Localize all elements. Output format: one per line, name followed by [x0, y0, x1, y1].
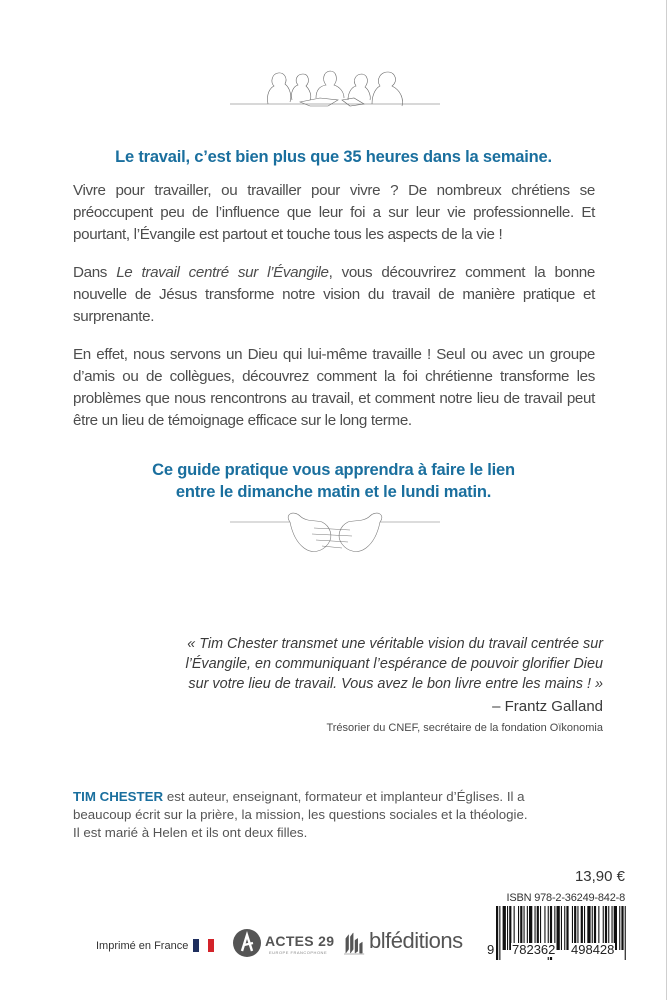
price: 13,90 €: [574, 868, 625, 885]
barcode-bar: [561, 906, 562, 950]
barcode-bar: [503, 906, 506, 950]
endorsement-author: – Frantz Galland: [492, 698, 603, 715]
handshake-illustration: [230, 510, 440, 562]
barcode-bar: [557, 906, 560, 950]
blf-logo: [344, 928, 474, 958]
author-name: TIM CHESTER: [73, 789, 164, 804]
printed-in: Imprimé en France: [96, 940, 189, 952]
paragraph-intro-text: Vivre pour travailler, ou travailler pour vivre ? De nombreux chrétiens se préoccupent peu de l’influence que leur foi a sur leur vie professionnelle. Et pourtant, l’Évangile est partout et touche tous les aspects de la vie !: [73, 182, 595, 243]
barcode-bar: [625, 906, 626, 960]
blf-books-logo-icon: [344, 931, 366, 955]
isbn: ISBN 978-2-36249-842-8: [506, 892, 625, 904]
barcode-bar: [496, 906, 498, 960]
actes29-logo: [233, 929, 338, 961]
paragraph-god-works: [73, 344, 595, 432]
tagline-bottom: [60, 459, 607, 503]
paragraph-god-works-text: En effet, nous servons un Dieu qui lui-même travaille ! Seul ou avec un groupe d’amis ou de collègues, découvrez comment la foi chrétienne transforme les problèmes que nous rencontrons au travail, et comment notre lieu de travail peut être un lieu de témoignage efficace sur le long terme.: [73, 346, 595, 429]
tagline-bottom-line1: Ce guide pratique vous apprendra à faire le lien: [152, 461, 515, 479]
tagline-bottom-line2: entre le dimanche matin et le lundi matin.: [175, 483, 492, 501]
barcode-digits-left: 782362: [512, 942, 556, 957]
blf-name: blféditions: [369, 928, 463, 953]
actes29-name: ACTES 29: [265, 933, 335, 949]
barcode-bar: [507, 906, 508, 950]
book-title: Le travail centré sur l’Évangile: [116, 264, 329, 281]
actes29-subtitle: EUROPE FRANCOPHONE: [269, 950, 328, 955]
tagline-top: Le travail, c’est bien plus que 35 heures dans la semaine.: [115, 148, 552, 166]
paragraph-intro: [73, 180, 595, 246]
barcode-bar: [621, 906, 623, 950]
quote-line-3: sur votre lieu de travail. Vous avez le bon livre entre les mains ! »: [188, 676, 603, 692]
paragraph-book-rest: , vous découvrirez comment la bonne nouvelle de Jésus transforme notre vision du travail de manière pratique et surprenante.: [73, 264, 595, 325]
quote-line-1: « Tim Chester transmet une véritable vision du travail centrée sur: [187, 636, 603, 652]
endorsement-role: Trésorier du CNEF, secrétaire de la fondation Oïkonomia: [326, 722, 603, 734]
paragraph-book: [73, 262, 595, 328]
author-bio: [73, 788, 533, 842]
barcode-bar: [619, 906, 620, 950]
actes29-logo-icon: [233, 929, 261, 957]
barcode-bar: [499, 906, 500, 960]
france-flag-icon: [193, 939, 214, 952]
barcode-digits-right: 498428: [571, 942, 615, 957]
paragraph-book-text: [73, 262, 595, 328]
barcode-digit-first: 9: [487, 942, 495, 957]
quote-line-2: l’Évangile, en communiquant l’espérance de pouvoir glorifier Dieu: [185, 656, 603, 672]
barcode-bar: [566, 906, 568, 950]
group-at-table-illustration: [230, 60, 440, 110]
barcode-bar: [564, 906, 565, 950]
author-bio-text: est auteur, enseignant, formateur et implanteur d’Églises. Il a beaucoup écrit sur la prière, la mission, les questions sociales et la théologie. Il est marié à Helen et ils ont deux filles.: [73, 789, 528, 840]
endorsement-quote: [110, 634, 603, 694]
paragraph-book-prefix: Dans: [73, 264, 117, 281]
